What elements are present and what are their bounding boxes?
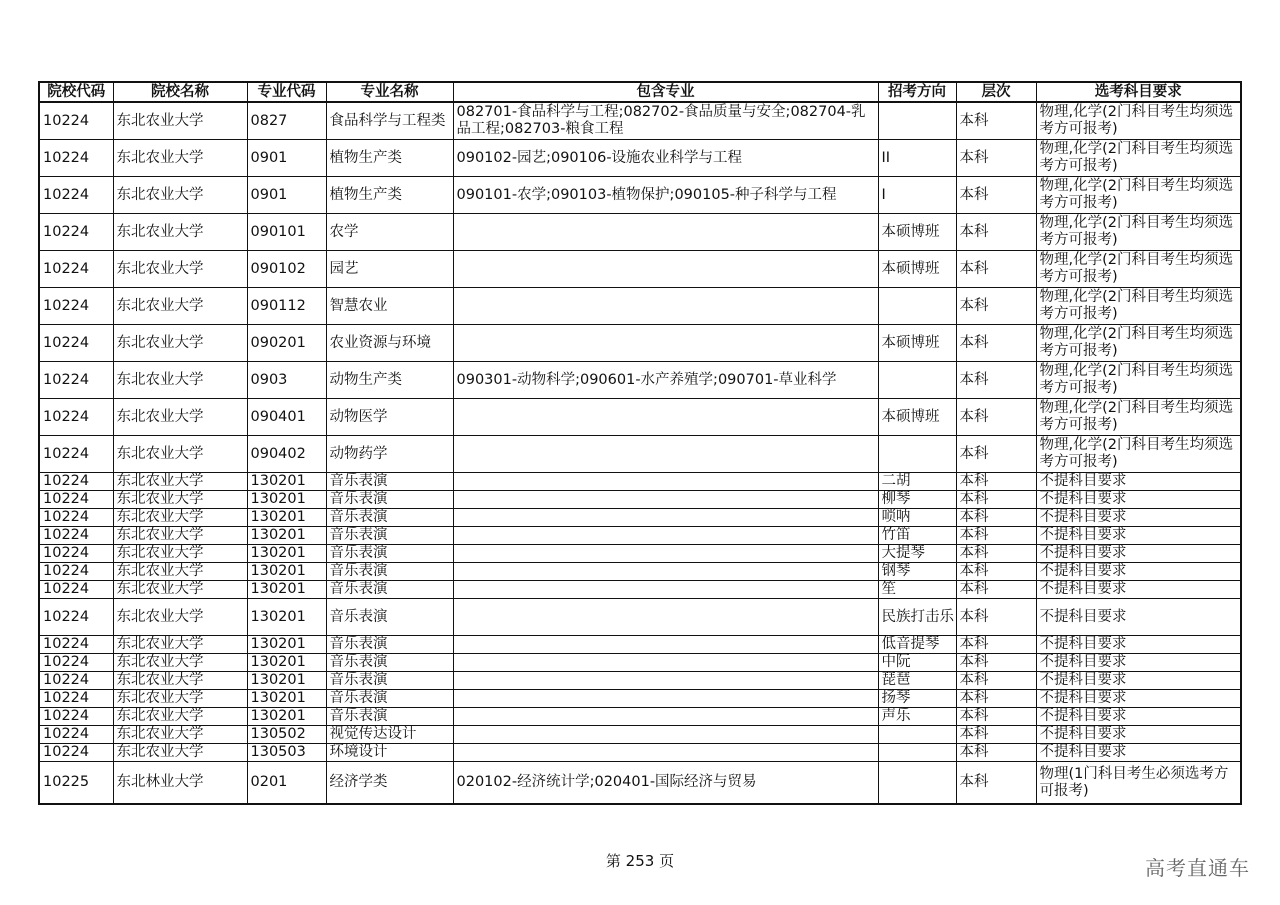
school-code-cell: 10224 bbox=[39, 509, 113, 527]
major-code-cell: 130201 bbox=[247, 636, 326, 654]
school-name-cell: 东北农业大学 bbox=[113, 473, 247, 491]
included-majors-cell bbox=[453, 214, 878, 251]
level-cell: 本科 bbox=[956, 436, 1036, 473]
school-name-cell: 东北林业大学 bbox=[113, 762, 247, 805]
included-majors-cell bbox=[453, 325, 878, 362]
level-cell: 本科 bbox=[956, 362, 1036, 399]
level-cell: 本科 bbox=[956, 473, 1036, 491]
school-name-cell: 东北农业大学 bbox=[113, 288, 247, 325]
major-name-cell: 音乐表演 bbox=[326, 690, 453, 708]
subject-requirement-cell: 物理,化学(2门科目考生均须选考方可报考) bbox=[1036, 436, 1241, 473]
school-name-cell: 东北农业大学 bbox=[113, 599, 247, 636]
col-header-major-code: 专业代码 bbox=[247, 82, 326, 102]
school-code-cell: 10224 bbox=[39, 325, 113, 362]
level-cell: 本科 bbox=[956, 636, 1036, 654]
included-majors-cell bbox=[453, 708, 878, 726]
school-name-cell: 东北农业大学 bbox=[113, 527, 247, 545]
direction-cell: 大提琴 bbox=[878, 545, 956, 563]
major-code-cell: 130201 bbox=[247, 491, 326, 509]
subject-requirement-cell: 不提科目要求 bbox=[1036, 690, 1241, 708]
col-header-direction: 招考方向 bbox=[878, 82, 956, 102]
major-code-cell: 090401 bbox=[247, 399, 326, 436]
level-cell: 本科 bbox=[956, 708, 1036, 726]
level-cell: 本科 bbox=[956, 599, 1036, 636]
school-name-cell: 东北农业大学 bbox=[113, 177, 247, 214]
major-code-cell: 090112 bbox=[247, 288, 326, 325]
subject-requirement-cell: 不提科目要求 bbox=[1036, 708, 1241, 726]
table-row bbox=[39, 214, 1241, 251]
school-code-cell: 10224 bbox=[39, 744, 113, 762]
major-name-cell: 动物医学 bbox=[326, 399, 453, 436]
school-name-cell: 东北农业大学 bbox=[113, 726, 247, 744]
watermark: 高考直通车 bbox=[1145, 856, 1250, 880]
included-majors-cell bbox=[453, 491, 878, 509]
table-row bbox=[39, 288, 1241, 325]
subject-requirement-cell: 物理(1门科目考生必须选考方可报考) bbox=[1036, 762, 1241, 805]
subject-requirement-cell: 不提科目要求 bbox=[1036, 581, 1241, 599]
major-name-cell: 动物药学 bbox=[326, 436, 453, 473]
included-majors-cell bbox=[453, 436, 878, 473]
level-cell: 本科 bbox=[956, 527, 1036, 545]
level-cell: 本科 bbox=[956, 762, 1036, 805]
direction-cell: 本硕博班 bbox=[878, 325, 956, 362]
school-name-cell: 东北农业大学 bbox=[113, 399, 247, 436]
direction-cell bbox=[878, 288, 956, 325]
major-name-cell: 园艺 bbox=[326, 251, 453, 288]
major-name-cell: 音乐表演 bbox=[326, 563, 453, 581]
school-code-cell: 10224 bbox=[39, 399, 113, 436]
school-code-cell: 10224 bbox=[39, 527, 113, 545]
level-cell: 本科 bbox=[956, 140, 1036, 177]
school-name-cell: 东北农业大学 bbox=[113, 708, 247, 726]
major-code-cell: 130201 bbox=[247, 672, 326, 690]
major-name-cell: 音乐表演 bbox=[326, 636, 453, 654]
direction-cell: 唢呐 bbox=[878, 509, 956, 527]
school-code-cell: 10224 bbox=[39, 708, 113, 726]
level-cell: 本科 bbox=[956, 399, 1036, 436]
direction-cell bbox=[878, 362, 956, 399]
level-cell: 本科 bbox=[956, 509, 1036, 527]
school-code-cell: 10224 bbox=[39, 288, 113, 325]
col-header-level: 层次 bbox=[956, 82, 1036, 102]
school-code-cell: 10224 bbox=[39, 636, 113, 654]
school-name-cell: 东北农业大学 bbox=[113, 436, 247, 473]
school-code-cell: 10224 bbox=[39, 690, 113, 708]
major-name-cell: 音乐表演 bbox=[326, 672, 453, 690]
major-code-cell: 090101 bbox=[247, 214, 326, 251]
major-code-cell: 130201 bbox=[247, 690, 326, 708]
subject-requirement-cell: 物理,化学(2门科目考生均须选考方可报考) bbox=[1036, 288, 1241, 325]
direction-cell: 二胡 bbox=[878, 473, 956, 491]
school-code-cell: 10224 bbox=[39, 491, 113, 509]
school-code-cell: 10224 bbox=[39, 102, 113, 140]
school-name-cell: 东北农业大学 bbox=[113, 509, 247, 527]
major-code-cell: 130201 bbox=[247, 527, 326, 545]
school-name-cell: 东北农业大学 bbox=[113, 654, 247, 672]
major-name-cell: 音乐表演 bbox=[326, 509, 453, 527]
level-cell: 本科 bbox=[956, 690, 1036, 708]
subject-requirement-cell: 物理,化学(2门科目考生均须选考方可报考) bbox=[1036, 177, 1241, 214]
school-code-cell: 10224 bbox=[39, 214, 113, 251]
school-code-cell: 10224 bbox=[39, 672, 113, 690]
subject-requirement-cell: 不提科目要求 bbox=[1036, 491, 1241, 509]
table-row bbox=[39, 708, 1241, 726]
major-code-cell: 130201 bbox=[247, 581, 326, 599]
table-row bbox=[39, 436, 1241, 473]
direction-cell: 竹笛 bbox=[878, 527, 956, 545]
subject-requirement-cell: 物理,化学(2门科目考生均须选考方可报考) bbox=[1036, 325, 1241, 362]
school-code-cell: 10224 bbox=[39, 654, 113, 672]
header-row bbox=[39, 82, 1241, 102]
major-code-cell: 090102 bbox=[247, 251, 326, 288]
school-name-cell: 东北农业大学 bbox=[113, 325, 247, 362]
table-row bbox=[39, 140, 1241, 177]
included-majors-cell bbox=[453, 473, 878, 491]
school-code-cell: 10224 bbox=[39, 563, 113, 581]
table-row bbox=[39, 654, 1241, 672]
subject-requirement-cell: 物理,化学(2门科目考生均须选考方可报考) bbox=[1036, 251, 1241, 288]
subject-requirement-cell: 不提科目要求 bbox=[1036, 599, 1241, 636]
major-code-cell: 130201 bbox=[247, 599, 326, 636]
subject-requirement-cell: 不提科目要求 bbox=[1036, 636, 1241, 654]
table-row bbox=[39, 690, 1241, 708]
col-header-major-name: 专业名称 bbox=[326, 82, 453, 102]
direction-cell bbox=[878, 102, 956, 140]
direction-cell bbox=[878, 744, 956, 762]
table-row bbox=[39, 399, 1241, 436]
school-code-cell: 10224 bbox=[39, 362, 113, 399]
school-name-cell: 东北农业大学 bbox=[113, 491, 247, 509]
major-name-cell: 音乐表演 bbox=[326, 473, 453, 491]
school-name-cell: 东北农业大学 bbox=[113, 672, 247, 690]
level-cell: 本科 bbox=[956, 744, 1036, 762]
included-majors-cell bbox=[453, 744, 878, 762]
included-majors-cell bbox=[453, 399, 878, 436]
major-code-cell: 130503 bbox=[247, 744, 326, 762]
table-row bbox=[39, 177, 1241, 214]
major-name-cell: 音乐表演 bbox=[326, 545, 453, 563]
school-code-cell: 10224 bbox=[39, 599, 113, 636]
school-name-cell: 东北农业大学 bbox=[113, 744, 247, 762]
school-name-cell: 东北农业大学 bbox=[113, 563, 247, 581]
school-code-cell: 10225 bbox=[39, 762, 113, 805]
level-cell: 本科 bbox=[956, 563, 1036, 581]
included-majors-cell bbox=[453, 527, 878, 545]
major-name-cell: 智慧农业 bbox=[326, 288, 453, 325]
school-name-cell: 东北农业大学 bbox=[113, 636, 247, 654]
subject-requirement-cell: 不提科目要求 bbox=[1036, 744, 1241, 762]
school-name-cell: 东北农业大学 bbox=[113, 140, 247, 177]
major-name-cell: 音乐表演 bbox=[326, 654, 453, 672]
subject-requirement-cell: 物理,化学(2门科目考生均须选考方可报考) bbox=[1036, 214, 1241, 251]
major-code-cell: 090402 bbox=[247, 436, 326, 473]
included-majors-cell bbox=[453, 288, 878, 325]
level-cell: 本科 bbox=[956, 491, 1036, 509]
table-row bbox=[39, 491, 1241, 509]
included-majors-cell bbox=[453, 654, 878, 672]
school-code-cell: 10224 bbox=[39, 726, 113, 744]
major-code-cell: 130201 bbox=[247, 654, 326, 672]
level-cell: 本科 bbox=[956, 102, 1036, 140]
included-majors-cell bbox=[453, 636, 878, 654]
included-majors-cell: 082701-食品科学与工程;082702-食品质量与安全;082704-乳品工程;082703-粮食工程 bbox=[453, 102, 878, 140]
major-code-cell: 130502 bbox=[247, 726, 326, 744]
major-name-cell: 音乐表演 bbox=[326, 491, 453, 509]
direction-cell: I bbox=[878, 177, 956, 214]
included-majors-cell: 090102-园艺;090106-设施农业科学与工程 bbox=[453, 140, 878, 177]
school-code-cell: 10224 bbox=[39, 473, 113, 491]
table-row bbox=[39, 545, 1241, 563]
table-row bbox=[39, 636, 1241, 654]
school-code-cell: 10224 bbox=[39, 140, 113, 177]
included-majors-cell: 090301-动物科学;090601-水产养殖学;090701-草业科学 bbox=[453, 362, 878, 399]
major-code-cell: 130201 bbox=[247, 509, 326, 527]
page-number: 第 253 页 bbox=[605, 852, 675, 870]
subject-requirement-cell: 物理,化学(2门科目考生均须选考方可报考) bbox=[1036, 140, 1241, 177]
included-majors-cell bbox=[453, 672, 878, 690]
major-name-cell: 动物生产类 bbox=[326, 362, 453, 399]
school-code-cell: 10224 bbox=[39, 177, 113, 214]
major-name-cell: 农业资源与环境 bbox=[326, 325, 453, 362]
direction-cell: 柳琴 bbox=[878, 491, 956, 509]
major-name-cell: 音乐表演 bbox=[326, 599, 453, 636]
included-majors-cell: 020102-经济统计学;020401-国际经济与贸易 bbox=[453, 762, 878, 805]
direction-cell: 中阮 bbox=[878, 654, 956, 672]
table-body bbox=[39, 102, 1241, 804]
direction-cell: 本硕博班 bbox=[878, 399, 956, 436]
major-code-cell: 0903 bbox=[247, 362, 326, 399]
subject-requirement-cell: 不提科目要求 bbox=[1036, 545, 1241, 563]
table-row bbox=[39, 325, 1241, 362]
table-row bbox=[39, 563, 1241, 581]
included-majors-cell bbox=[453, 509, 878, 527]
included-majors-cell bbox=[453, 251, 878, 288]
level-cell: 本科 bbox=[956, 545, 1036, 563]
subject-requirement-cell: 不提科目要求 bbox=[1036, 509, 1241, 527]
major-name-cell: 环境设计 bbox=[326, 744, 453, 762]
direction-cell: 笙 bbox=[878, 581, 956, 599]
major-name-cell: 音乐表演 bbox=[326, 527, 453, 545]
school-name-cell: 东北农业大学 bbox=[113, 102, 247, 140]
major-code-cell: 130201 bbox=[247, 545, 326, 563]
table-row bbox=[39, 581, 1241, 599]
school-name-cell: 东北农业大学 bbox=[113, 214, 247, 251]
school-name-cell: 东北农业大学 bbox=[113, 690, 247, 708]
major-name-cell: 视觉传达设计 bbox=[326, 726, 453, 744]
direction-cell bbox=[878, 762, 956, 805]
table-row bbox=[39, 599, 1241, 636]
subject-requirement-cell: 不提科目要求 bbox=[1036, 672, 1241, 690]
direction-cell bbox=[878, 726, 956, 744]
major-code-cell: 130201 bbox=[247, 563, 326, 581]
level-cell: 本科 bbox=[956, 581, 1036, 599]
school-name-cell: 东北农业大学 bbox=[113, 545, 247, 563]
major-name-cell: 农学 bbox=[326, 214, 453, 251]
direction-cell bbox=[878, 436, 956, 473]
level-cell: 本科 bbox=[956, 654, 1036, 672]
direction-cell: 琵琶 bbox=[878, 672, 956, 690]
table-row bbox=[39, 744, 1241, 762]
major-name-cell: 音乐表演 bbox=[326, 708, 453, 726]
school-code-cell: 10224 bbox=[39, 581, 113, 599]
included-majors-cell bbox=[453, 581, 878, 599]
major-code-cell: 0901 bbox=[247, 140, 326, 177]
included-majors-cell bbox=[453, 726, 878, 744]
col-header-included-majors: 包含专业 bbox=[453, 82, 878, 102]
table-row bbox=[39, 473, 1241, 491]
col-header-subject-requirement: 选考科目要求 bbox=[1036, 82, 1241, 102]
level-cell: 本科 bbox=[956, 288, 1036, 325]
major-name-cell: 植物生产类 bbox=[326, 140, 453, 177]
subject-requirement-cell: 物理,化学(2门科目考生均须选考方可报考) bbox=[1036, 362, 1241, 399]
major-name-cell: 音乐表演 bbox=[326, 581, 453, 599]
major-code-cell: 090201 bbox=[247, 325, 326, 362]
subject-requirement-cell: 不提科目要求 bbox=[1036, 473, 1241, 491]
major-code-cell: 0827 bbox=[247, 102, 326, 140]
direction-cell: 扬琴 bbox=[878, 690, 956, 708]
school-name-cell: 东北农业大学 bbox=[113, 251, 247, 288]
school-code-cell: 10224 bbox=[39, 251, 113, 288]
direction-cell: 声乐 bbox=[878, 708, 956, 726]
level-cell: 本科 bbox=[956, 726, 1036, 744]
level-cell: 本科 bbox=[956, 251, 1036, 288]
direction-cell: 民族打击乐 bbox=[878, 599, 956, 636]
table-row bbox=[39, 762, 1241, 805]
table-row bbox=[39, 509, 1241, 527]
level-cell: 本科 bbox=[956, 672, 1036, 690]
subject-requirement-cell: 不提科目要求 bbox=[1036, 527, 1241, 545]
direction-cell: 本硕博班 bbox=[878, 214, 956, 251]
admissions-table bbox=[38, 81, 1242, 805]
school-code-cell: 10224 bbox=[39, 436, 113, 473]
table-row bbox=[39, 102, 1241, 140]
table-row bbox=[39, 672, 1241, 690]
included-majors-cell bbox=[453, 599, 878, 636]
direction-cell: 钢琴 bbox=[878, 563, 956, 581]
table-row bbox=[39, 251, 1241, 288]
included-majors-cell: 090101-农学;090103-植物保护;090105-种子科学与工程 bbox=[453, 177, 878, 214]
subject-requirement-cell: 不提科目要求 bbox=[1036, 726, 1241, 744]
school-code-cell: 10224 bbox=[39, 545, 113, 563]
level-cell: 本科 bbox=[956, 177, 1036, 214]
major-name-cell: 植物生产类 bbox=[326, 177, 453, 214]
level-cell: 本科 bbox=[956, 214, 1036, 251]
col-header-school-code: 院校代码 bbox=[39, 82, 113, 102]
major-name-cell: 经济学类 bbox=[326, 762, 453, 805]
table-row bbox=[39, 362, 1241, 399]
major-code-cell: 0201 bbox=[247, 762, 326, 805]
major-name-cell: 食品科学与工程类 bbox=[326, 102, 453, 140]
included-majors-cell bbox=[453, 690, 878, 708]
major-code-cell: 130201 bbox=[247, 708, 326, 726]
subject-requirement-cell: 不提科目要求 bbox=[1036, 654, 1241, 672]
subject-requirement-cell: 物理,化学(2门科目考生均须选考方可报考) bbox=[1036, 399, 1241, 436]
included-majors-cell bbox=[453, 545, 878, 563]
direction-cell: 本硕博班 bbox=[878, 251, 956, 288]
table-row bbox=[39, 726, 1241, 744]
subject-requirement-cell: 不提科目要求 bbox=[1036, 563, 1241, 581]
school-name-cell: 东北农业大学 bbox=[113, 362, 247, 399]
table-row bbox=[39, 527, 1241, 545]
col-header-school-name: 院校名称 bbox=[113, 82, 247, 102]
direction-cell: II bbox=[878, 140, 956, 177]
major-code-cell: 0901 bbox=[247, 177, 326, 214]
level-cell: 本科 bbox=[956, 325, 1036, 362]
included-majors-cell bbox=[453, 563, 878, 581]
direction-cell: 低音提琴 bbox=[878, 636, 956, 654]
subject-requirement-cell: 物理,化学(2门科目考生均须选考方可报考) bbox=[1036, 102, 1241, 140]
school-name-cell: 东北农业大学 bbox=[113, 581, 247, 599]
major-code-cell: 130201 bbox=[247, 473, 326, 491]
